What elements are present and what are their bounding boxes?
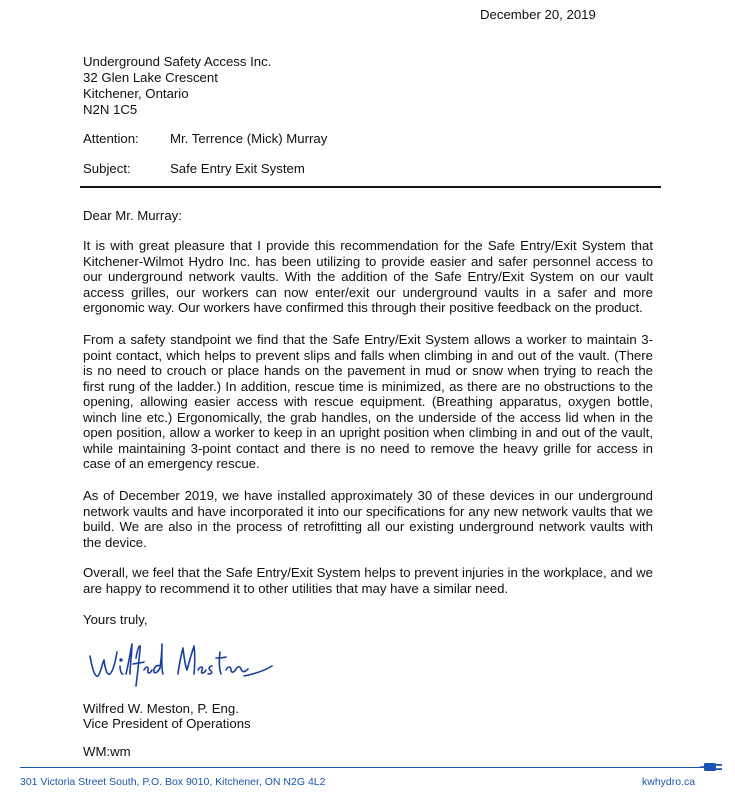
body-paragraph-2: From a safety standpoint we find that the Safe Entry/Exit System allows a worker to maintain 3-point contact, which helps to prevent slips and falls when climbing in and out of the vault. (There is no need to crouch or place hands on the pavement in mud or snow when trying to reach the first rung of the ladder.) In addition, rescue time is minimized, as there are no obstructions to the opening, allowing easier access with rescue equipment. (Breathing apparatus, oxygen bottle, winch line etc.) Ergonomically, the grab handles, on the underside of the access lid when in the open position, allow a worker to keep in an upright position when climbing in and out of the vault, while maintaining 3-point contact and there is no need to remove the heavy grille for access in case of an emergency rescue. <box>83 332 653 471</box>
signer-title: Vice President of Operations <box>83 716 251 731</box>
attention-label: Attention: <box>83 131 139 146</box>
signer-name: Wilfred W. Meston, P. Eng. <box>83 701 239 716</box>
salutation: Dear Mr. Murray: <box>83 208 182 223</box>
body-paragraph-3: As of December 2019, we have installed approximately 30 of these devices in our underground network vaults and have incorporated it into our specifications for any new network vaults that we build. We are also in the process of retrofitting all our existing underground network vaults with the device. <box>83 488 653 550</box>
recipient-address <box>83 54 271 118</box>
attention-value: Mr. Terrence (Mick) Murray <box>170 131 328 146</box>
recipient-street: 32 Glen Lake Crescent <box>83 70 218 85</box>
body-paragraph-1: It is with great pleasure that I provide this recommendation for the Safe Entry/Exit System that Kitchener-Wilmot Hydro Inc. has been utilizing to provide easier and safer personnel access to our underground network vaults. With the addition of the Safe Entry/Exit System on our vault access grilles, our workers can now enter/exit our underground vaults in a safer and more ergonomic way. Our workers have confirmed this through their positive feedback on the product. <box>83 238 653 315</box>
recipient-company: Underground Safety Access Inc. <box>83 54 272 69</box>
footer-address: 301 Victoria Street South, P.O. Box 9010, Kitchener, ON N2G 4L2 <box>20 776 326 788</box>
footer-divider <box>20 767 708 768</box>
typist-initials: WM:wm <box>83 744 131 759</box>
header-divider <box>80 186 661 188</box>
recipient-postal-code: N2N 1C5 <box>83 102 138 117</box>
subject-value: Safe Entry Exit System <box>170 161 305 176</box>
closing: Yours truly, <box>83 612 148 627</box>
recipient-city: Kitchener, Ontario <box>83 86 189 101</box>
letter-date: December 20, 2019 <box>480 7 596 22</box>
handwritten-signature <box>86 636 286 694</box>
subject-label: Subject: <box>83 161 131 176</box>
plug-icon <box>700 759 724 775</box>
footer-website-link[interactable]: kwhydro.ca <box>642 776 696 788</box>
body-paragraph-4: Overall, we feel that the Safe Entry/Exit System helps to prevent injuries in the workplace, and we are happy to recommend it to other utilities that may have a similar need. <box>83 565 653 596</box>
